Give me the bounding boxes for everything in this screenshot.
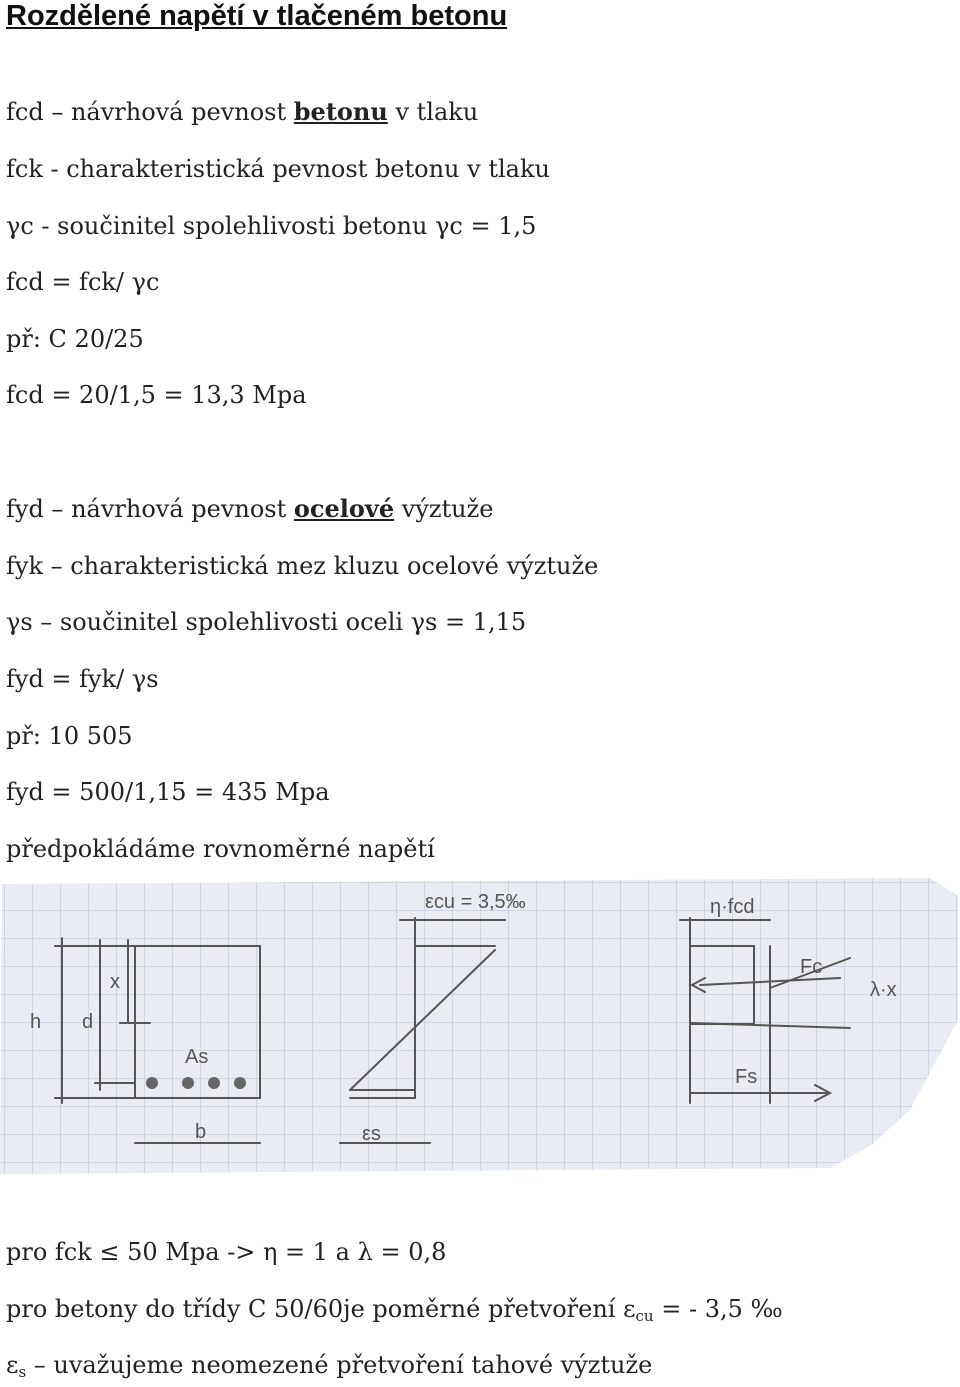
fyd-definition-end: výztuže	[394, 495, 494, 523]
es-symbol: ε	[6, 1351, 19, 1379]
fyd-formula: fyd = fyk/ γs	[6, 665, 159, 693]
ecu-strain-note-start: pro betony do třídy C 50/60je poměrné přetvoření ε	[6, 1295, 636, 1323]
fyd-definition-start: fyd – návrhová pevnost	[6, 495, 294, 523]
fyk-definition: fyk – charakteristická mez kluzu ocelové výztuže	[6, 552, 599, 580]
eta-lambda-note: pro fck ≤ 50 Mpa -> η = 1 a λ = 0,8	[6, 1238, 447, 1266]
ecu-strain-note-end: = - 3,5 ‰	[653, 1295, 783, 1323]
label-b: b	[195, 1121, 207, 1143]
uniform-stress-assumption: předpokládáme rovnoměrné napětí	[6, 835, 435, 863]
ecu-strain-note	[6, 1294, 783, 1331]
label-fs: Fs	[735, 1066, 758, 1088]
label-h: h	[30, 1011, 42, 1033]
grid-lines	[0, 878, 960, 1178]
label-d: d	[82, 1011, 94, 1033]
fyd-definition	[6, 494, 493, 524]
fcd-definition-start: fcd – návrhová pevnost	[6, 98, 294, 126]
fcd-definition-emphasis: betonu	[293, 97, 388, 126]
fcd-calculation: fcd = 20/1,5 = 13,3 Mpa	[6, 381, 307, 409]
fcd-definition	[6, 97, 478, 127]
label-ecu: εcu = 3,5‰	[425, 891, 526, 913]
gamma-s-definition: γs – součinitel spolehlivosti oceli γs = 1,15	[6, 608, 527, 636]
es-strain-note	[6, 1350, 652, 1387]
es-strain-note-text: – uvažujeme neomezené přetvoření tahové výztuže	[26, 1351, 653, 1379]
hand-sketch-image	[0, 878, 960, 1178]
gamma-c-definition: γc - součinitel spolehlivosti betonu γc = 1,5	[6, 212, 537, 240]
label-x: x	[110, 971, 120, 993]
fyd-calculation: fyd = 500/1,15 = 435 Mpa	[6, 778, 330, 806]
fck-definition: fck - charakteristická pevnost betonu v tlaku	[6, 155, 550, 183]
label-es: εs	[362, 1123, 381, 1145]
label-lambda-x: λ·x	[870, 979, 897, 1001]
concrete-example: př: C 20/25	[6, 325, 144, 353]
label-as: As	[185, 1046, 209, 1068]
page-title: Rozdělené napětí v tlačeném betonu	[6, 0, 508, 32]
fcd-definition-end: v tlaku	[387, 98, 479, 126]
label-fc: Fc	[800, 956, 823, 978]
label-eta-fcd: η·fcd	[710, 896, 755, 918]
steel-example: př: 10 505	[6, 722, 133, 750]
es-subscript: s	[18, 1363, 27, 1381]
fcd-formula: fcd = fck/ γc	[6, 268, 160, 296]
ecu-subscript: cu	[635, 1307, 654, 1325]
fyd-definition-emphasis: ocelové	[293, 494, 395, 523]
